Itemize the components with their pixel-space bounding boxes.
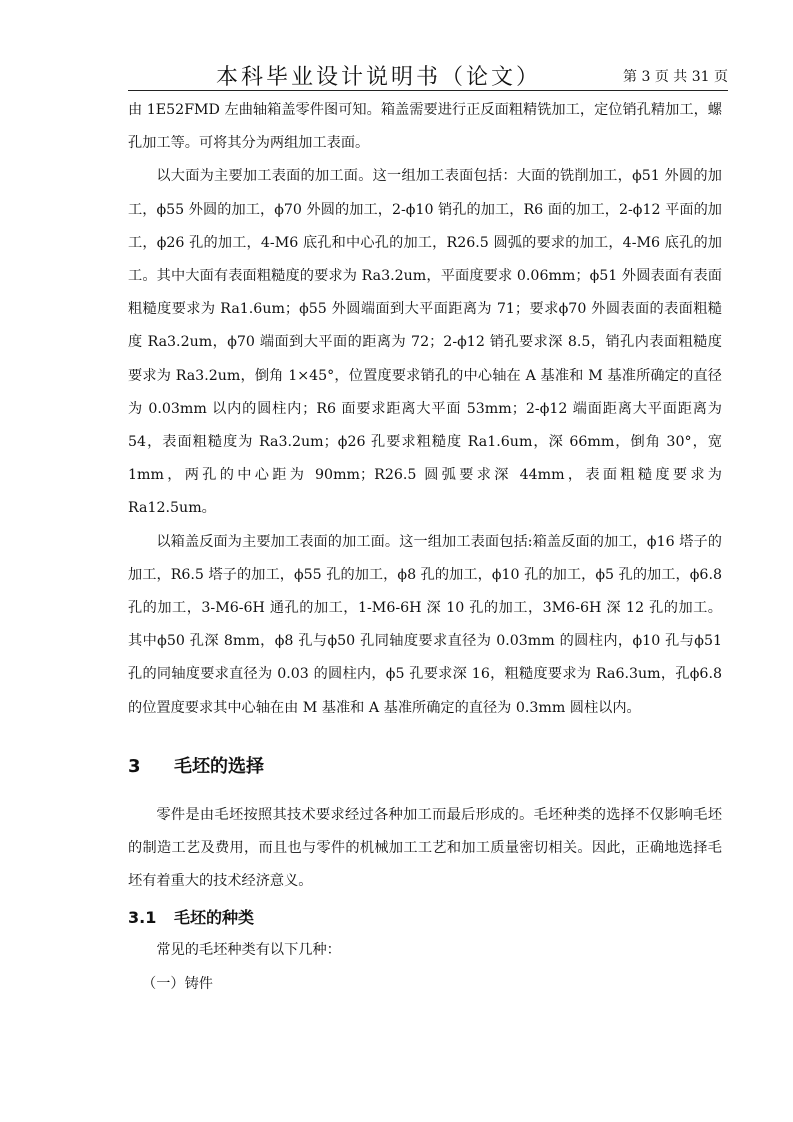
section-title: 毛坯的选择 (174, 755, 264, 777)
section-number: 3 (128, 755, 141, 777)
page-number: 第 3 页 共 31 页 (623, 69, 728, 85)
paragraph-blank-selection: 零件是由毛坯按照其技术要求经过各种加工而最后形成的。毛坯种类的选择不仅影响毛坯的制造工艺及费用，而且也与零件的机械加工工艺和加工质量密切相关。因此，正确地选择毛坯有着重大的技术经济意义。 (128, 806, 722, 890)
section-3-1-heading (128, 902, 722, 934)
paragraph-main-face: 以大面为主要加工表面的加工面。这一组加工表面包括：大面的铣削加工，ϕ51 外圆的加工，ϕ55 外圆的加工，ϕ70 外圆的加工，2-ϕ10 销孔的加工，R6 面的加工，2-ϕ12 平面的加工，ϕ26 孔的加工，4-M6 底孔和中心孔的加工，R26.5 圆弧的要求的加工，4-M6 底孔的加工。其中大面有表面粗糙度的要求为 Ra3.2um，平面度要求 0.06mm；ϕ51 外圆表面有表面粗糙度要求为 Ra1.6um；ϕ55 外圆端面到大平面距离为 71；要求ϕ70 外圆表面的表面粗糙度 Ra3.2um，ϕ70 端面到大平面的距离为 72；2-ϕ12 销孔要求深 8.5，销孔内表面粗糙度要求为 Ra3.2um，倒角 1×45°，位置度要求销孔的中心轴在 A 基准和 M 基准所确定的直径为 0.03mm 以内的圆柱内；R6 面要求距离大平面 53mm；2-ϕ12 端面距离大平面距离为 54，表面粗糙度为 Ra3.2um；ϕ26 孔要求粗糙度 Ra1.6um，深 66mm，倒角 30°，宽 1mm，两孔的中心距为 90mm；R26.5 圆弧要求深 44mm，表面粗糙度要求为 Ra12.5um。 (128, 168, 722, 517)
subsection-number: 3.1 (128, 908, 157, 928)
paragraph-reverse-face: 以箱盖反面为主要加工表面的加工面。这一组加工表面包括:箱盖反面的加工，ϕ16 塔子的加工，R6.5 塔子的加工，ϕ55 孔的加工，ϕ8 孔的加工，ϕ10 孔的加工，ϕ5 孔的加工，ϕ6.8 孔的加工，3-M6-6H 通孔的加工，1-M6-6H 深 10 孔的加工，3M6-6H 深 12 孔的加工。其中ϕ50 孔深 8mm，ϕ8 孔与ϕ50 孔同轴度要求直径为 0.03mm 的圆柱内，ϕ10 孔与ϕ51 孔的同轴度要求直径为 0.03 的圆柱内，ϕ5 孔要求深 16，粗糙度要求为 Ra6.3um，孔ϕ6.8 的位置度要求其中心轴在由 M 基准和 A 基准所确定的直径为 0.3mm 圆柱以内。 (128, 533, 722, 716)
paragraph-blank-types-intro: 常见的毛坯种类有以下几种： (156, 942, 341, 959)
document-title: 本科毕业设计说明书（论文） (216, 65, 542, 90)
paragraph-intro: 由 1E52FMD 左曲轴箱盖零件图可知。箱盖需要进行正反面粗精铣加工，定位销孔精加工，螺孔加工等。可将其分为两组加工表面。 (128, 102, 722, 152)
subsection-title: 毛坯的种类 (174, 908, 255, 928)
section-3-heading (128, 747, 722, 787)
page-header (128, 56, 728, 91)
page-body (128, 94, 722, 1001)
list-item-casting: （一）铸件 (142, 975, 213, 992)
